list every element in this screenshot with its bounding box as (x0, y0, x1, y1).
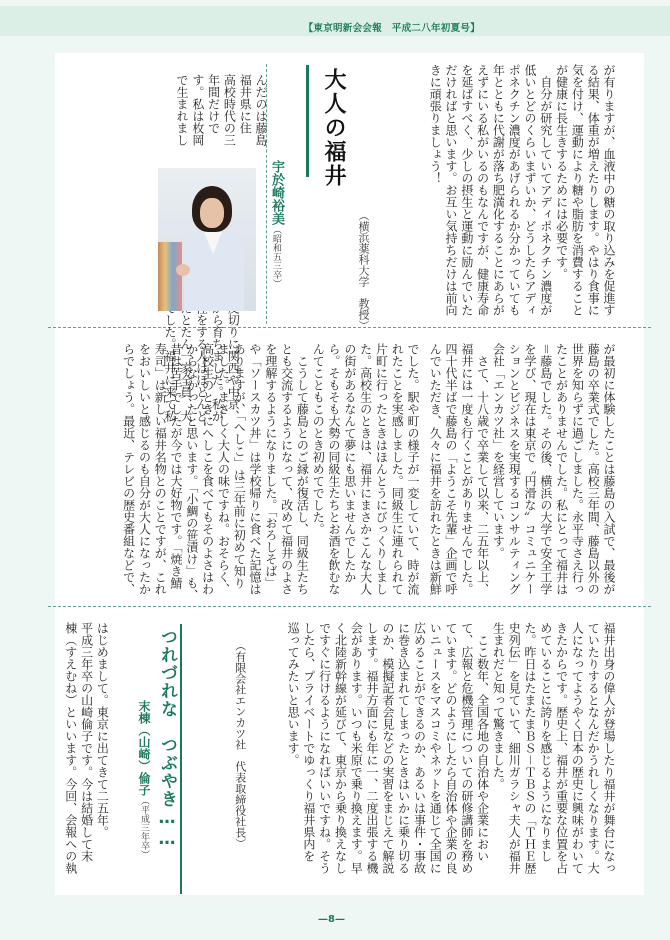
article-column-middle-right: が最初に体験したことは藤島の入試で、最後が 藤島の卒業式でした。高校三年間、藤島以外の 世界を知らずに過ごしました。永平寺さえ行っ たことがありませんでした。私にとって福井は ＝藤島でした。その後、横浜の大学で安全工学 を学び、現在は東京で〝円滑な〟コミュニケー ションとビジネスを実現するコンサルティング 会社「エンカツ社」を経営しています。 さて、十八歳で卒業して以来、二五年以上、 福井には一度も行くことがありませんでした。 四十代半ばで藤島の「ようこそ先輩」企画で呼 んでいただき、久々に福井を訪れたときは新鮮 (428, 343, 616, 596)
header-band (0, 6, 670, 36)
author-year: （昭和五三卒） (271, 225, 281, 288)
newsletter-title: 【東京明新会会報 平成二八年初夏号】 (303, 23, 480, 34)
article-title: 大人の福井 (321, 68, 346, 188)
author-byline (267, 160, 286, 288)
section2-rule (180, 624, 182, 894)
section2-author-name: 末棟（山崎）倫子 (137, 700, 151, 796)
article-column-top-left-upper: んだのは藤島 福井県に住 高校時代の三 年間だけで す。私は枚岡 で生まれまし (175, 74, 268, 146)
author-photo (158, 168, 256, 311)
section2-author (136, 700, 153, 859)
section-divider-bottom (48, 606, 651, 607)
section2-body: はじめまして。東京に出てきて二五年。 平成三年卒の山崎倫子です。今は結婚して末 棟（すえむね）といいます。今回、会報への執 (63, 622, 110, 874)
section2-title: つれづれな つぶやき…… (157, 628, 177, 850)
article-column-top-right: が有りますが、血液中の糖の取り込みを促進す る結果、体重が増えたりします。やはり食事に 気を付け、運動により糖や脂肪を消費すること が健康に長生きするためには必要です。 自分が研究していてアディポネクチン濃度が 低いとどのくらいまずいか、どうしたらアディ ポネクチン濃度があげられるか分かっていても 年とともに代謝が落ち肥満化することにあらが えずにいる私がいるのもなんですが、健康寿命 を延ばすべく、少しの摂生と運動に励んでいた だければと思います。お互い気持ちだけは前向 きに頑張りましょう！ (428, 64, 616, 316)
section-divider-top (48, 327, 651, 328)
section2-author-year: （平成三年卒） (139, 796, 149, 859)
author-affiliation: （横浜薬科大学 教授） (357, 210, 370, 331)
article-column-middle-left: でした。駅や町の様子が一変していて、時が流 れたことを実感しました。同級生に連れられて 片町に行ったときはほんとうにびっくりしまし た。高校生のときは、福井にまさかこんな大人 の街があるなんて夢にも思いませんでしたか ら。そもそも大勢の同級生たちとお酒を飲むな んてこともこのとき初めてでした。 こうして藤島とのご縁が復活し、同級生たち とも交流するようになって、改めて福井のよさ を理解するようになりました。「おろしそば」 や「ソースカツ丼」は学校帰りに食べた記憶は ありますが、「へしこ」は三年前に初めて知り ました。まさしく大人の味ですね。おそらく、 高校生のときにへしこを食べてもそのよさはわ からなかったと思います。「小鯛の笹漬け」も、 昔は苦手でしたが今では大好物です。「焼き鯖 寿司」は新しい福井名物とのことですが、これ をおいしいと感じるのも自分が大人になったか らでしょう。最近、テレビの歴史番組などで、 (121, 343, 420, 601)
page-number: —8— (318, 914, 345, 925)
article-column-bottom-right: 福井出身の偉人が登場したり福井が舞台になっ ていたりするとなんだかうれしくなります。大 人になってようやく日本の歴史に興味がわいて きたからです。歴史上、福井が重要な位置を占 めていることに誇りを感じるようになりまし た。昨日はたまたまＢＳ－ＴＢＳの「ＴＨＥ歴 史列伝」を見ていて、細川ガラシャ夫人が福井 生まれだと知って驚きました。 ここ数年、全国各地の自治体や企業におい て、広報と危機管理についての研修講師を務め ています。どのようにしたら自治体や企業の良 いニュースをマスコミやネットを通じて全国に 広めることができるのか、あるいは事件・事故 に巻き込まれてしまったときはいかに乗り切る のか、模擬記者会見などの実習をまじえて解説 します。福井方面にも年に一、二度出張する機 会があります。いつも米原で乗り換えます。早 く北陸新幹線が延びて、東京から乗り換えなし ですぐに行けるようになればいいですね。そう したら、プライベートでゆっくり福井県内を 巡ってみたいと思います。 (286, 622, 616, 875)
article-closing-affiliation: （有限会社エンカツ社 代表取締役社長） (233, 640, 247, 849)
author-name: 宇於崎裕美 (269, 160, 284, 225)
